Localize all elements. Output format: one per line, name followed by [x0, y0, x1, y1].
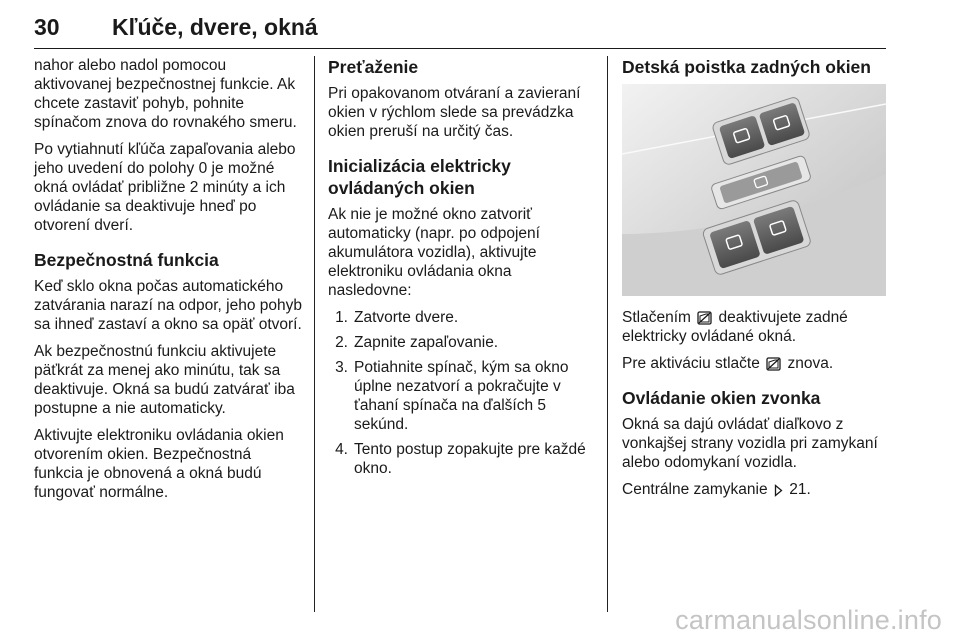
paragraph-central-locking-ref: Centrálne zamykanie 21. — [622, 481, 811, 498]
column-divider-1 — [314, 56, 315, 612]
column-1 — [34, 56, 304, 510]
child-lock-window-icon — [697, 311, 712, 325]
heading-child-lock: Detská poistka zadných okien — [622, 57, 871, 77]
paragraph-ignition-off: Po vytiahnutí kľúča zapaľovania alebo jeho uvedení do polohy 0 je možné okná ovládať približne 2 minúty a ich ovládanie sa deaktivuje hneď po otvorení dverí. — [34, 141, 296, 234]
heading-overload: Preťaženie — [328, 57, 419, 77]
steps-list — [328, 308, 596, 478]
paragraph-safety-3: Aktivujte elektroniku ovládania okien otvorením okien. Bezpečnostná funkcia je obnovená a okná budú fungovať normálne. — [34, 427, 284, 501]
heading-safety-function: Bezpečnostná funkcia — [34, 250, 219, 270]
page-number: 30 — [34, 14, 60, 40]
chapter-title: Kľúče, dvere, okná — [112, 14, 318, 40]
list-item: 1. Zatvorte dvere. — [335, 309, 459, 326]
child-lock-window-icon — [766, 357, 781, 371]
watermark: carmanualsonline.info — [675, 605, 942, 635]
paragraph-continuation: nahor alebo nadol pomocou aktivovanej bezpečnostnej funkcie. Ak chcete zastaviť pohyb, pohnite spínačom znova do rovnakého smeru. — [34, 57, 297, 131]
paragraph-overload: Pri opakovanom otváraní a zavieraní okien v rýchlom slede sa prevádzka okien preruší na určitý čas. — [328, 85, 581, 140]
list-item: 2. Zapnite zapaľovanie. — [335, 334, 499, 351]
paragraph-safety-1: Keď sklo okna počas automatického zatvárania narazí na odpor, jeho pohyb sa ihneď zastaví a okno sa opäť otvorí. — [34, 278, 302, 333]
paragraph-press-activate: Pre aktiváciu stlačte znova. — [622, 355, 834, 372]
heading-initialization: Inicializácia elektricky ovládaných okien — [328, 156, 511, 198]
paragraph-initialization: Ak nie je možné okno zatvoriť automaticky (napr. po odpojení akumulátora vozidla), aktivujte elektroniku ovládania okna nasledovne: — [328, 206, 540, 299]
page-header — [34, 0, 886, 49]
column-3 — [622, 56, 888, 507]
list-item: 3. Potiahnite spínač, kým sa okno úplne nezatvorí a pokračujte v ťahaní spínača na ďalších 5 sekúnd. — [335, 359, 569, 433]
window-switch-panel-illustration — [622, 84, 886, 296]
paragraph-remote-operation: Okná sa dajú ovládať diaľkovo z vonkajšej strany vozidla pri zamykaní alebo odomykaní vozidla. — [622, 416, 878, 471]
column-2 — [328, 56, 596, 486]
list-item: 4. Tento postup zopakujte pre každé okno. — [335, 441, 586, 477]
paragraph-press-deactivate: Stlačením deaktivujete zadné elektricky ovládané okná. — [622, 309, 848, 345]
heading-remote-operation: Ovládanie okien zvonka — [622, 388, 821, 408]
paragraph-safety-2: Ak bezpečnostnú funkciu aktivujete päťkrát za menej ako minútu, tak sa deaktivuje. Okná sa budú zatvárať iba postupne a nie automaticky. — [34, 343, 295, 417]
column-divider-2 — [607, 56, 608, 612]
page-reference-arrow-icon — [774, 484, 783, 497]
